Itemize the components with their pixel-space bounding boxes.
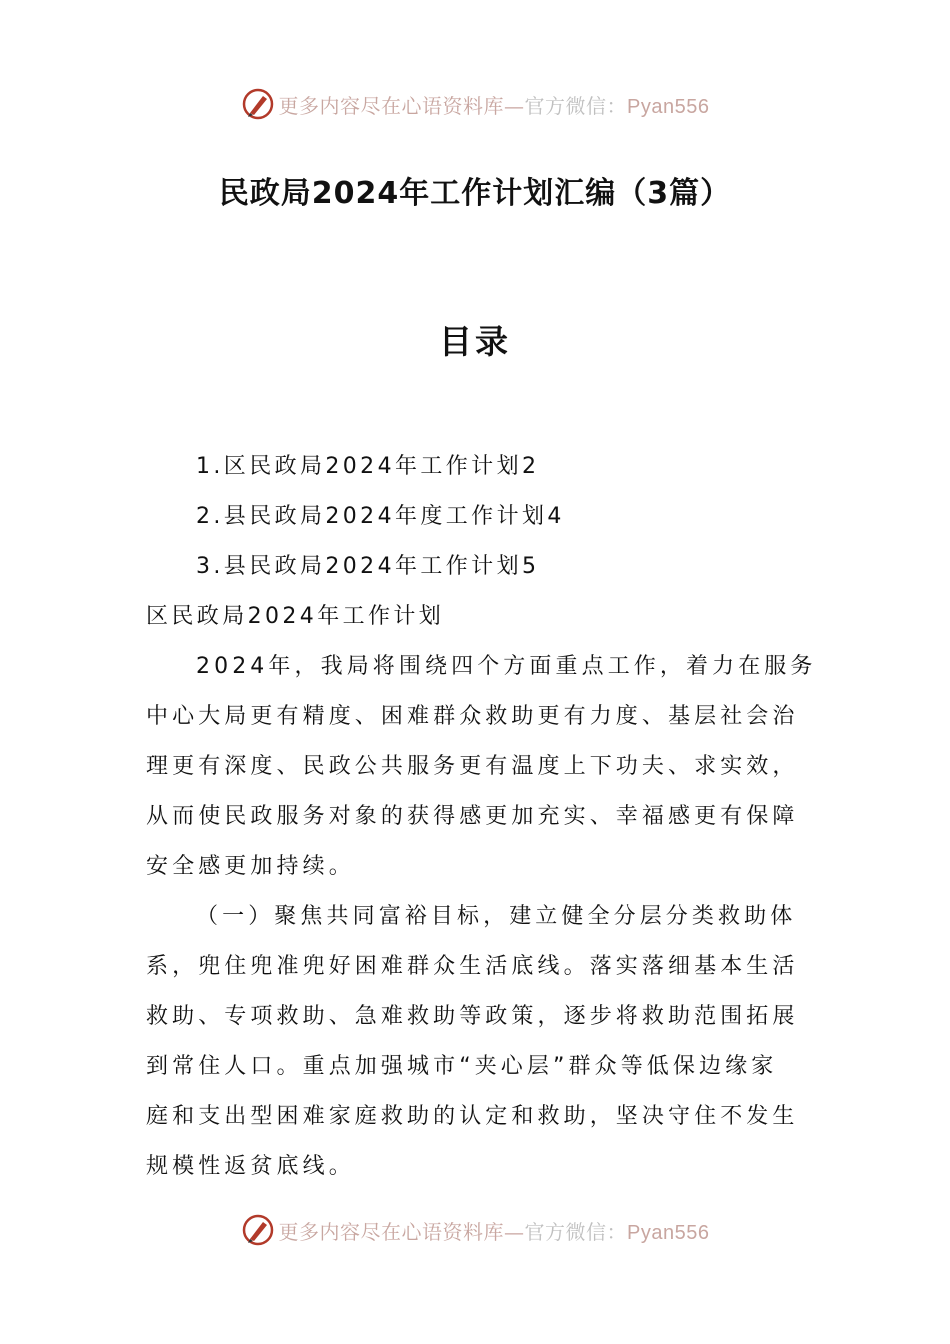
watermark-brand-text: 更多内容尽在心语资料库 <box>278 1219 505 1244</box>
pen-logo-icon <box>241 87 275 121</box>
paragraph2-line: 规模性返贫底线。 <box>146 1154 355 1179</box>
paragraph2-line: 系，兜住兜准兜好困难群众生活底线。落实落细基本生活 <box>146 954 799 979</box>
paragraph1-line: 中心大局更有精度、困难群众救助更有力度、基层社会治 <box>146 704 799 729</box>
pen-logo-icon <box>241 1213 275 1247</box>
paragraph1-line: 2024年，我局将围绕四个方面重点工作，着力在服务 <box>196 654 817 679</box>
watermark-wechat-id: Pyan556 <box>627 95 710 118</box>
toc-item-1[interactable]: 1.区民政局2024年工作计划2 <box>196 454 540 479</box>
paragraph2-line: 庭和支出型困难家庭救助的认定和救助，坚决守住不发生 <box>146 1104 799 1129</box>
watermark-dash: — <box>504 1219 525 1244</box>
paragraph2-line: 到常住人口。重点加强城市“夹心层”群众等低保边缘家 <box>146 1054 778 1079</box>
watermark-brand-text: 更多内容尽在心语资料库 <box>278 93 505 118</box>
footer-watermark <box>0 1210 950 1250</box>
watermark-dash: — <box>504 93 525 118</box>
watermark-wechat-label: 官方微信： <box>524 93 628 118</box>
watermark-content <box>241 87 710 121</box>
document-title: 民政局2024年工作计划汇编（3篇） <box>218 176 732 211</box>
watermark-content <box>241 1213 710 1247</box>
watermark-wechat-id: Pyan556 <box>627 1221 710 1244</box>
watermark-wechat-label: 官方微信： <box>524 1219 628 1244</box>
header-watermark <box>0 84 950 124</box>
toc-item-2[interactable]: 2.县民政局2024年度工作计划4 <box>196 504 565 529</box>
paragraph1-line: 安全感更加持续。 <box>146 854 355 879</box>
paragraph2-line: （一）聚焦共同富裕目标，建立健全分层分类救助体 <box>196 904 797 929</box>
paragraph1-line: 从而使民政服务对象的获得感更加充实、幸福感更有保障 <box>146 804 799 829</box>
section-title: 区民政局2024年工作计划 <box>146 604 445 629</box>
toc-heading: 目录 <box>439 322 511 361</box>
paragraph1-line: 理更有深度、民政公共服务更有温度上下功夫、求实效， <box>146 754 799 779</box>
toc-item-3[interactable]: 3.县民政局2024年工作计划5 <box>196 554 540 579</box>
paragraph2-line: 救助、专项救助、急难救助等政策，逐步将救助范围拓展 <box>146 1004 799 1029</box>
